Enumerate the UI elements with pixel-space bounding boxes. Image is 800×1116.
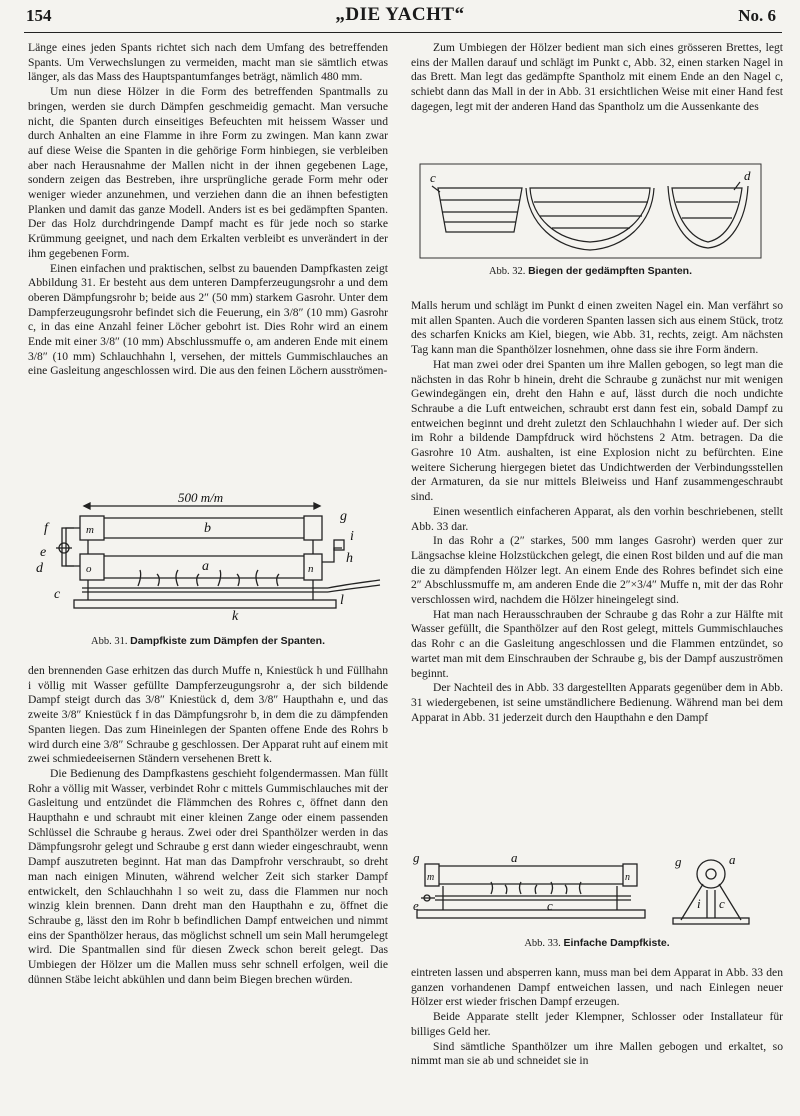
right-column-bottom bbox=[411, 966, 783, 1069]
caption-prefix: Abb. 32. bbox=[488, 266, 526, 277]
paragraph: Malls herum und schlägt im Punkt d einen zweiten Nagel ein. Man verfährt so mit allen Spanten. Auch die vorderen Spanten lassen sich aus einem Stück, trotz des scharfen Knicks am Kiel, biegen, wie Abb. 31, rechts, zeigt. Am nächsten Tag kann man die Spanthölzer losnehmen, ohne dass sie ihre Form ändern. bbox=[411, 299, 783, 357]
label-k: k bbox=[232, 609, 239, 624]
figure-31 bbox=[28, 492, 388, 647]
figure-32 bbox=[418, 162, 763, 277]
label-i: i bbox=[350, 529, 354, 544]
paragraph: Beide Apparate stellt jeder Klempner, Schlosser oder Installateur für billiges Geld her. bbox=[411, 1010, 783, 1038]
label-e: e bbox=[413, 898, 419, 913]
left-column-bottom bbox=[28, 664, 388, 987]
figure-33 bbox=[411, 850, 783, 949]
figure-32-caption bbox=[418, 265, 763, 277]
paragraph: Hat man nach Herausschrauben der Schraube g das Rohr a zur Hälfte mit Wasser gefüllt, die Spanthölzer auf den Rost gelegt, mittels Gummischlauches das Rohr c an die Gasleitung angeschlossen und die Flammen entzündet, so wartet man mit dem Einschrauben der Schraube g, bis der Dampf auszuströmen beginnt. bbox=[411, 607, 783, 680]
paragraph: In das Rohr a (2″ starkes, 500 mm langes Gasrohr) werden quer zur Längsachse kleine Holzstückchen gelegt, die einen Rost bilden und auf die man die zu dämpfenden Hölzer legt. An einem Ende des Rohres befindet sich eine 2″ Abschlussmuffe m, am anderen Ende die 2″×3/4″ Muffe n, mit der das Rohr verschlossen wird, nachdem die Hölzer hineingelegt sind. bbox=[411, 534, 783, 607]
bending-frames-diagram bbox=[418, 162, 763, 262]
issue-number: No. 6 bbox=[738, 6, 776, 25]
paragraph: Länge eines jeden Spants richtet sich nach dem Umfang des betreffenden Spants. Um Verwechslungen zu vermeiden, macht man sie sämtlich etwas länger, als das Mass des Hauptspantumfanges beträgt, nämlich 480 mm. bbox=[28, 41, 388, 84]
paragraph: Zum Umbiegen der Hölzer bedient man sich eines grösseren Brettes, legt eins der Mallen darauf und schlägt im Punkt c, Abb. 32, einen starken Nagel in das Brett. Man legt das gedämpfte Spantholz mit einem Ende an den Nagel c, schiebt dann das Mall in der in Abb. 31 ersichtlichen Weise mit einer Hand fest dagegen, legt mit der anderen Hand das Spantholz um die Aussenkante des bbox=[411, 41, 783, 113]
label-f: f bbox=[44, 521, 48, 536]
paragraph: eintreten lassen und absperren kann, muss man bei dem Apparat in Abb. 33 den ganzen vorhandenen Dampf entweichen lassen, und nach Einlegen neuer Hölzer erst wieder frischen Dampf erzeugen. bbox=[411, 966, 783, 1009]
paragraph: Sind sämtliche Spanthölzer um ihre Mallen gebogen und erkaltet, so nimmt man sie ab und schneidet sie in bbox=[411, 1039, 783, 1068]
paragraph: den brennenden Gase erhitzen das durch Muffe n, Kniestück h und Füllhahn i völlig mit Wasser gefüllte Dampferzeugungsrohr a, der sich bildende Dampf steigt durch das 3/8″ Kniestück d, dem 3/8″ Haupthahn e, und das zweite 3/8″ Kniestück f in das Dämpfungsrohr b, in dem die zu dämpfenden Spanten liegen. Das zum Hineinlegen der Spanten offene Ende des Rohrs b wird durch eine 3/8″ Schraube g geschlossen. Der Apparat ruht auf einem mit zwei schmiedeeisernen Ständern versehenen Brett k. bbox=[28, 664, 388, 766]
caption-title: Biegen der gedämpften Spanten. bbox=[528, 265, 693, 277]
label-c: c bbox=[547, 898, 553, 913]
caption-prefix: Abb. 31. bbox=[91, 636, 128, 647]
page-number: 154 bbox=[26, 6, 52, 25]
label-o: o bbox=[86, 563, 92, 575]
paragraph: Einen wesentlich einfacheren Apparat, als den vorhin beschriebenen, stellt Abb. 33 dar. bbox=[411, 504, 783, 533]
header-rule bbox=[24, 32, 782, 33]
caption-prefix: Abb. 33. bbox=[524, 938, 561, 949]
label-g: g bbox=[340, 509, 347, 524]
label-a: a bbox=[202, 559, 209, 574]
label-a-end: a bbox=[729, 852, 736, 867]
label-m: m bbox=[86, 524, 94, 536]
steam-box-diagram bbox=[28, 492, 388, 632]
label-d: d bbox=[744, 168, 751, 183]
paragraph: Einen einfachen und praktischen, selbst zu bauenden Dampfkasten zeigt Abbildung 31. Er besteht aus dem unteren Dampferzeugungsrohr a und dem oberen Dämpfungsrohr b; beide aus 2″ (50 mm) starkem Gasrohr. Unter dem Dampferzeugungsrohr befindet sich die Feuerung, ein 3/8″ (10 mm) Gasrohr c, in das eine Anzahl feiner Löcher gebohrt ist. Dies Rohr wird an einem Ende mit einer 3/8″ (10 mm) Abschlussmuffe o, am anderen Ende mit einem 3/8″ (10 mm) Schlauchhahn l, versehen, der mittels Gummischlauches an eine Gasleitung angeschlossen wird. Die aus den feinen Löchern ausströmen- bbox=[28, 261, 388, 378]
label-c: c bbox=[430, 170, 436, 185]
right-column-middle bbox=[411, 299, 783, 725]
paragraph: Der Nachteil des in Abb. 33 dargestellten Apparats gegenüber dem in Abb. 31 wiedergebenen, ist seine umständlichere Bedienung. Während man bei dem Apparat in Abb. 31 jederzeit durch den Haupthahn e den Dampf bbox=[411, 681, 783, 724]
label-e: e bbox=[40, 545, 47, 560]
caption-title: Einfache Dampfkiste. bbox=[563, 937, 670, 949]
simple-steam-box-diagram bbox=[411, 850, 783, 934]
figure-31-caption bbox=[28, 635, 388, 647]
label-g: g bbox=[413, 850, 420, 865]
label-n: n bbox=[308, 563, 314, 575]
label-i: i bbox=[697, 896, 701, 911]
label-h: h bbox=[346, 551, 353, 566]
label-c-end: c bbox=[719, 896, 725, 911]
figure-33-caption bbox=[411, 937, 783, 949]
journal-title: „DIE YACHT“ bbox=[335, 4, 465, 25]
paragraph: Die Bedienung des Dampfkastens geschieht folgendermassen. Man füllt Rohr a völlig mit Wasser, verbindet Rohr c mittels Gummischlauches mit der Gasleitung und entzündet die Flämmchen des Rohres c, öffnet dann den Haupthahn e und schraubt mit einer kleinen Zange oder einem passenden Schlüssel die Schraube g heraus. Zwei oder drei Spanthölzer werden in das Dämpfungsrohr gelegt und Schraube g erst dann wieder eingeschraubt, wenn Dampf auszutreten beginnt. Hat man das Dampfrohr verschraubt, so dreht man nach einigen Minuten, während welcher Zeit sich starker Dampf entwickelt, den Schlauchhahn l so weit zu, dass die Flammen nur noch winzig klein brennen. Dann dreht man den Haupthahn e zu, öffnet die Schraube g, lässt den im Rohr b befindlichen Dampf entweichen und nimmt eins der Spanthölzer heraus, das möglichst schnell um sein Mall herumgelegt wird. Die Spantmallen sind für diesen Zweck schon bereit gelegt. Das Umbiegen der Hölzer um die Mallen muss sehr schnell erfolgen, weil die dünnen Stäbe leicht abkühlen und dann beim Biegen brechen würden. bbox=[28, 766, 388, 986]
label-m: m bbox=[427, 872, 435, 883]
label-d: d bbox=[36, 561, 43, 576]
caption-title: Dampfkiste zum Dämpfen der Spanten. bbox=[130, 635, 325, 647]
dimension-label: 500 m/m bbox=[178, 492, 224, 505]
left-column-top bbox=[28, 41, 388, 379]
paragraph: Um nun diese Hölzer in die Form des betreffenden Spantmalls zu bringen, werden sie durch Dämpfen geschmeidig gemacht. Man versuche nicht, die Spanten durch einseitiges Befeuchten mit heissem Wasser und durch Anhalten an eine Flamme in ihre Form zu zwingen. Man kann zwar auf diese Weise die Spanten in die gehörige Form hinbiegen, sie verbleiben aber nach Herausnahme der Mallen nicht in der ihnen gegebenen Lage, sondern zeigen das Bestreben, ihre ursprüngliche gerade Form mehr oder weniger wieder anzunehmen, und verziehen dann die an ihnen befestigten Planken und damit das ganze Modell. Anders ist es bei gedämpften Spanten. Der das Holz durchdringende Dampf macht es für jede noch so starke Krümmung geeignet, und nach dem Erkalten verbleibt es unverändert in der ihm gegebenen Form. bbox=[28, 85, 388, 260]
label-n: n bbox=[625, 872, 630, 883]
label-c: c bbox=[54, 587, 61, 602]
label-g-end: g bbox=[675, 854, 682, 869]
right-column-top bbox=[411, 41, 783, 115]
label-l: l bbox=[340, 593, 344, 608]
paragraph: Hat man zwei oder drei Spanten um ihre Mallen gebogen, so legt man die nächsten in das Rohr b hinein, dreht die Schraube g zunächst nur mit wenigen Gewindegängen ein, dreht den Hahn e auf, lässt durch die noch undichte Schraube a die Luft entweichen, schraubt erst dann fest ein, sobald Dampf zu entweichen beginnt und dreht zuletzt den Schlauchhahn l wieder auf. Der sich im Rohr a bildende Dampfdruck wird höchstens 2 Atm. betragen. Da die Gasrohre 10 Atm. aushalten, ist eine Explosion nicht zu befürchten. Eine weitere Sicherung hiergegen bietet das Undichtwerden der Verbindungsstellen der Armaturen, da sie nur mittels Bleiweiss und Hanf zusammengeschraubt sind. bbox=[411, 357, 783, 504]
label-a: a bbox=[511, 850, 518, 865]
label-b: b bbox=[204, 521, 211, 536]
